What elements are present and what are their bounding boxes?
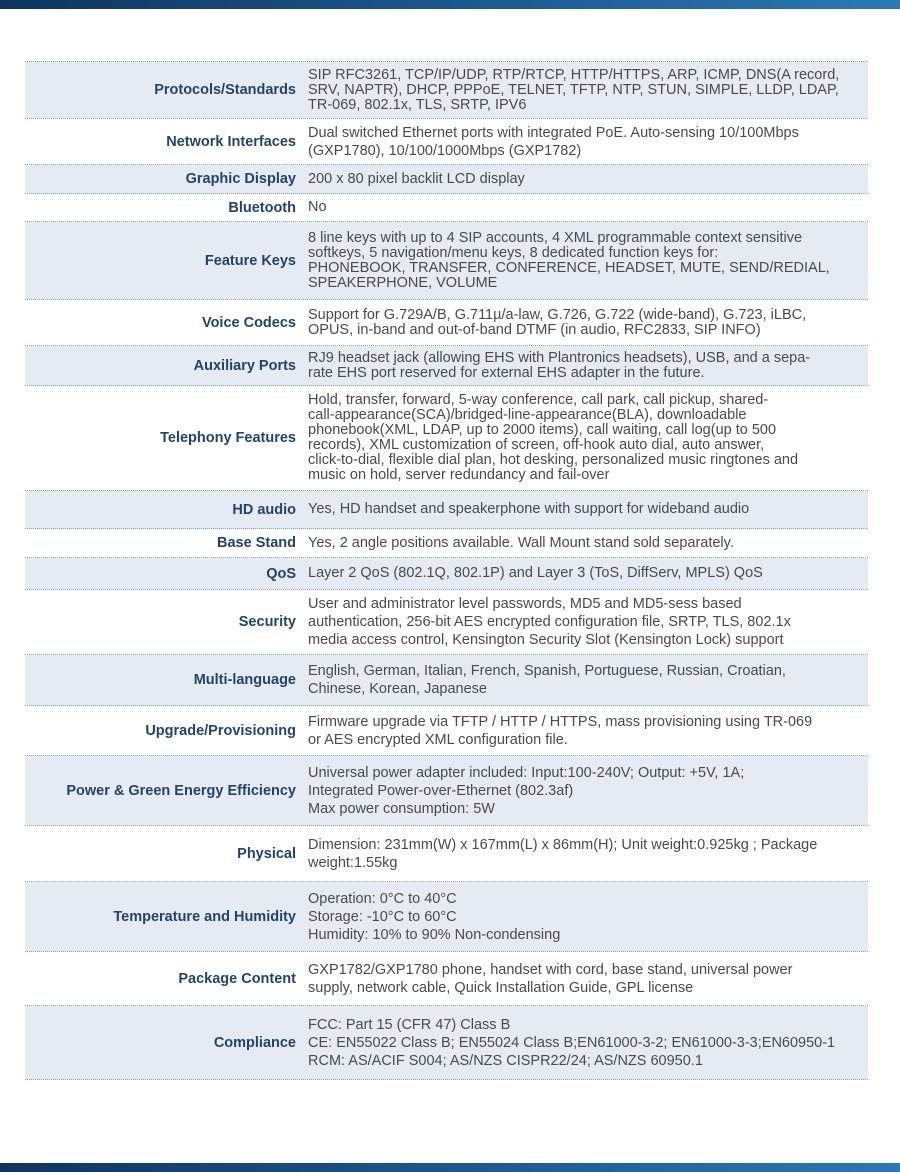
spec-label: Security <box>238 614 296 630</box>
spec-value: Firmware upgrade via TFTP / HTTP / HTTPS, mass provisioning using TR-069 or AES encrypted XML configuration file. <box>308 713 813 748</box>
spec-value: Yes, HD handset and speakerphone with support for wideband audio <box>308 501 750 517</box>
spec-label: QoS <box>266 565 296 582</box>
spec-value: User and administrator level passwords, MD5 and MD5-sess based authentication, 256-bit AES encrypted configuration file, SRTP, TLS, 802.1x media access control, Kensington Security Slot (Kensington Lock) support <box>308 596 791 648</box>
spec-row-bluetooth <box>25 194 868 222</box>
spec-label: Voice Codecs <box>201 314 296 331</box>
spec-row-package-content <box>25 952 868 1006</box>
spec-value: Layer 2 QoS (802.1Q, 802.1P) and Layer 3 (ToS, DiffServ, MPLS) QoS <box>308 565 763 581</box>
spec-label: Power & Green Energy Efficiency <box>66 782 296 799</box>
spec-value: Support for G.729A/B, G.711µ/a-law, G.726, G.722 (wide-band), G.723, iLBC, OPUS, in-band and out-of-band DTMF (in audio, RFC2833, SIP INFO) <box>308 306 807 338</box>
spec-row-physical <box>25 826 868 882</box>
spec-label: Graphic Display <box>185 171 296 187</box>
spec-row-upgrade-provisioning <box>25 706 868 756</box>
spec-row-hd-audio <box>25 491 868 529</box>
spec-row-compliance <box>25 1006 868 1080</box>
spec-label: Base Stand <box>217 535 296 551</box>
spec-row-base-stand <box>25 529 868 558</box>
spec-label: Physical <box>237 845 296 862</box>
spec-label: Compliance <box>213 1034 296 1051</box>
bottom-accent-bar <box>0 1163 900 1172</box>
spec-label: Bluetooth <box>228 199 296 216</box>
spec-label: Network Interfaces <box>166 133 296 150</box>
spec-value: Yes, 2 angle positions available. Wall Mount stand sold separately. <box>308 534 734 551</box>
spec-row-power-efficiency <box>25 756 868 826</box>
spec-label: Temperature and Humidity <box>113 908 296 925</box>
spec-value: English, German, Italian, French, Spanish, Portuguese, Russian, Croatian, Chinese, Korean, Japanese <box>308 663 786 697</box>
spec-label: HD audio <box>232 501 296 518</box>
spec-row-security <box>25 590 868 655</box>
spec-value: No <box>308 199 327 215</box>
spec-row-auxiliary-ports <box>25 346 868 386</box>
spec-row-feature-keys <box>25 222 868 300</box>
spec-label: Feature Keys <box>204 252 296 269</box>
spec-row-multi-language <box>25 655 868 706</box>
spec-label: Telephony Features <box>160 430 296 446</box>
spec-label: Package Content <box>178 970 296 987</box>
spec-value: Hold, transfer, forward, 5-way conference, call park, call pickup, shared- call-appearance(SCA)/bridged-line-appearance(BLA), downloadable phonebook(XML, LDAP, up to 2000 items), call waiting, call log(up to 500 records), XML customization of screen, off-hook auto dial, auto answer, click-to-dial, flexible dial plan, hot desking, personalized music ringtones and music on hold, server redundancy and fail-over <box>308 392 799 483</box>
spec-label: Upgrade/Provisioning <box>145 722 296 739</box>
spec-row-voice-codecs <box>25 300 868 346</box>
spec-value: FCC: Part 15 (CFR 47) Class B CE: EN55022 Class B; EN55024 Class B;EN61000-3-2; EN61000-3-3;EN60950-1 RCM: AS/ACIF S004; AS/NZS CISPR22/24; AS/NZS 60950.1 <box>308 1016 836 1069</box>
spec-row-protocols <box>25 61 868 119</box>
spec-label: Auxiliary Ports <box>193 357 296 374</box>
spec-value: Operation: 0°C to 40°C Storage: -10°C to 60°C Humidity: 10% to 90% Non-condensing <box>308 890 561 943</box>
spec-row-qos <box>25 558 868 590</box>
spec-label: Protocols/Standards <box>154 82 296 98</box>
spec-value: GXP1782/GXP1780 phone, handset with cord, base stand, universal power supply, network cable, Quick Installation Guide, GPL license <box>308 961 793 996</box>
spec-value: RJ9 headset jack (allowing EHS with Plantronics headsets), USB, and a sepa- rate EHS port reserved for external EHS adapter in the future. <box>308 349 811 381</box>
spec-value: Universal power adapter included: Input:100-240V; Output: +5V, 1A; Integrated Power-over-Ethernet (802.3af) Max power consumption: 5W <box>308 764 745 817</box>
spec-row-network-interfaces <box>25 119 868 165</box>
spec-row-telephony-features <box>25 386 868 491</box>
spec-row-temperature-humidity <box>25 882 868 952</box>
spec-value: Dual switched Ethernet ports with integrated PoE. Auto-sensing 10/100Mbps (GXP1780), 10/100/1000Mbps (GXP1782) <box>308 124 799 159</box>
spec-row-graphic-display <box>25 165 868 194</box>
spec-table <box>25 61 868 1080</box>
spec-value: 200 x 80 pixel backlit LCD display <box>308 170 525 187</box>
spec-value: SIP RFC3261, TCP/IP/UDP, RTP/RTCP, HTTP/HTTPS, ARP, ICMP, DNS(A record, SRV, NAPTR), DHCP, PPPoE, TELNET, TFTP, NTP, STUN, SIMPLE, LLDP, LDAP, TR-069, 802.1x, TLS, SRTP, IPV6 <box>308 66 840 113</box>
spec-value: Dimension: 231mm(W) x 167mm(L) x 86mm(H); Unit weight:0.925kg ; Package weight:1.55kg <box>308 836 818 871</box>
top-accent-bar <box>0 0 900 9</box>
spec-value: 8 line keys with up to 4 SIP accounts, 4 XML programmable context sensitive softkeys, 5 navigation/menu keys, 8 dedicated function keys for: PHONEBOOK, TRANSFER, CONFERENCE, HEADSET, MUTE, SEND/REDIAL, SPEAKERPHONE, VOLUME <box>308 229 830 291</box>
spec-label: Multi-language <box>193 672 296 688</box>
